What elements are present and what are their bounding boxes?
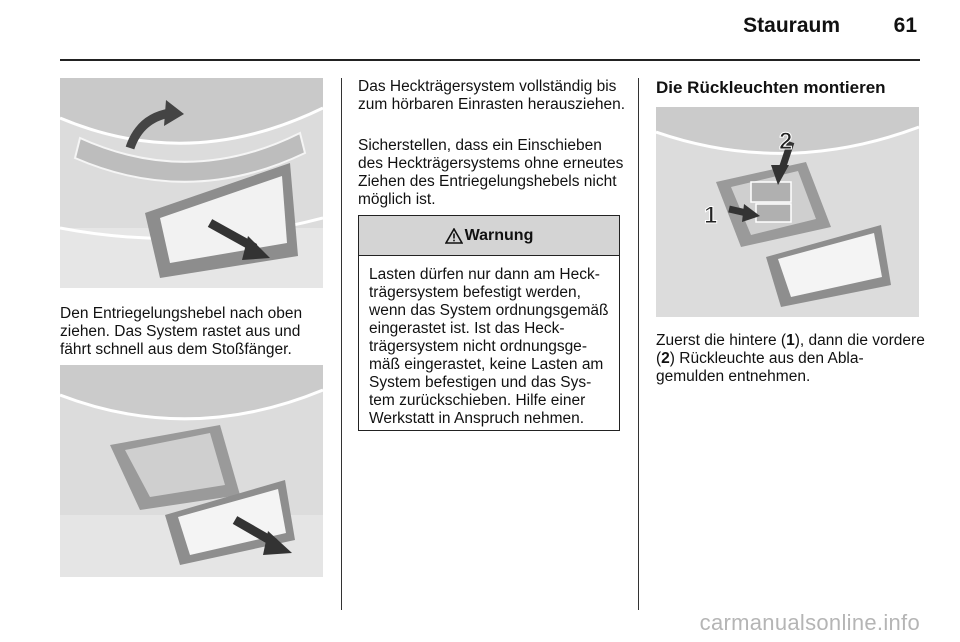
figure-carrier-extended [60, 365, 323, 577]
header-divider [60, 59, 920, 61]
warning-title: Warnung [464, 226, 534, 244]
text-mid: ), dann die vordere ( [656, 332, 925, 367]
rear-lights-removal-illustration [656, 107, 919, 317]
figure-lever-pull [60, 78, 323, 288]
callout-1: 1 [704, 202, 718, 229]
carrier-system-extended-illustration [60, 365, 323, 577]
warning-text: Lasten dürfen nur dann am Heckträgersystem befestigt werden, wenn das System ordnungsgemäß eingerastet ist. Ist das Heckträgersystem nicht ordnungsgemäß eingerastet, keine Lasten am System befestigen und das System zurückschieben. Hilfe einer Werkstatt in Anspruch nehmen. [369, 266, 609, 427]
caption-lever: Den Entriegelungshebel nach oben ziehen. Das System rastet aus und fährt schnell aus dem Stoßfänger. [60, 305, 303, 358]
heading-rear-lights: Die Rückleuchten montieren [656, 78, 886, 97]
text-after: ) Rückleuchte aus den Ablagemulden entnehmen. [656, 350, 864, 385]
callout-2: 2 [779, 128, 793, 155]
section-title: Stauraum [743, 14, 840, 37]
page-number: 61 [893, 14, 917, 37]
ref-num-2: 2 [661, 350, 670, 367]
paragraph-ensure-locked: Sicherstellen, dass ein Einschieben des Heckträgersystems ohne erneutes Ziehen des Entriegelungshebels nicht möglich ist. [358, 137, 624, 208]
column-divider-left [341, 78, 342, 610]
warning-box [358, 215, 620, 431]
figure-rear-lights [656, 107, 919, 317]
paragraph-pull-fully: Das Heckträgersystem vollständig bis zum hörbaren Einrasten herausziehen. [358, 78, 626, 113]
warning-header [359, 216, 619, 256]
ref-num-1: 1 [786, 332, 795, 349]
rear-bumper-carrier-pull-illustration [60, 78, 323, 288]
warning-triangle-icon [445, 228, 463, 244]
watermark: carmanualsonline.info [699, 610, 920, 635]
column-divider-right [638, 78, 639, 610]
paragraph-remove-lights [656, 332, 926, 386]
text-before: Zuerst die hintere ( [656, 332, 787, 349]
